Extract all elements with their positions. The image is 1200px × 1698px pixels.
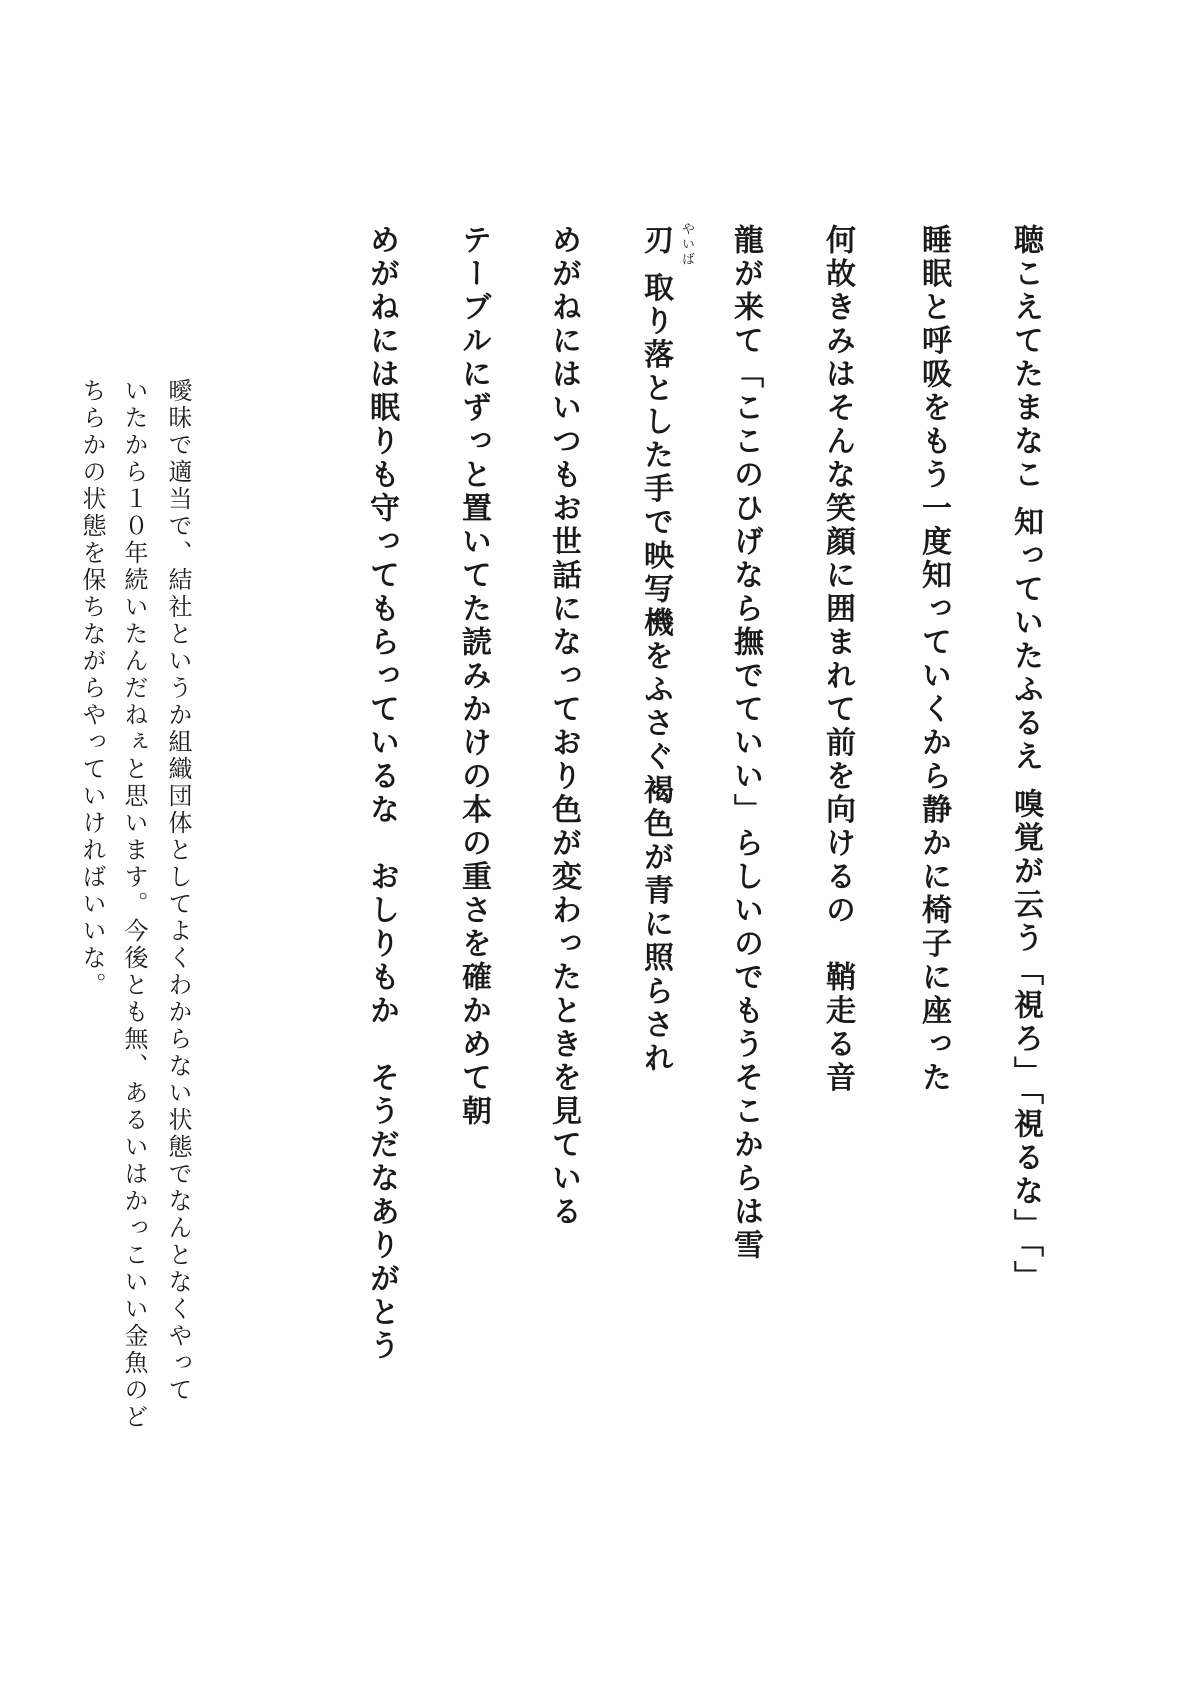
afterword-line-2: いたから１０年続いたんだねぇと思います。今後とも無、あるいはかっこいい金魚のど — [120, 378, 148, 1431]
poem-line-7: テーブルにずっと置いてた読みかけの本の重さを確かめて朝 — [456, 224, 491, 1129]
poem-line-5: 刃 取り落とした手で映写機をふさぐ褐色が青に照らされ — [638, 224, 673, 1076]
ruby-annotation: やいば — [679, 222, 694, 267]
afterword-line-3: ちらかの状態を保ちながらやっていければいいな。 — [78, 378, 106, 999]
poem-line-1: 聴こえてたまなこ 知っていたふるえ 嗅覚が云う「視ろ」「視るな」「」 — [1008, 224, 1043, 1294]
poem-line-2: 睡眠と呼吸をもう一度知っていくから静かに椅子に座った — [916, 224, 951, 1095]
afterword-line-1: 曖昧で適当で、結社というか組織団体としてよくわからない状態でなんとなくやって — [164, 378, 192, 1404]
poem-line-3: 何故きみはそんな笑顔に囲まれて前を向けるの 鞘走る音 — [820, 224, 855, 1095]
poem-line-6: めがねにはいつもお世話になっており色が変わったときを見ている — [546, 224, 581, 1229]
poem-line-8: めがねには眠りも守ってもらっているな おしりもか そうだなありがとう — [364, 224, 399, 1363]
poem-line-4: 龍が来て「ここのひげなら撫でていい」らしいのでもうそこからは雪 — [728, 224, 763, 1263]
